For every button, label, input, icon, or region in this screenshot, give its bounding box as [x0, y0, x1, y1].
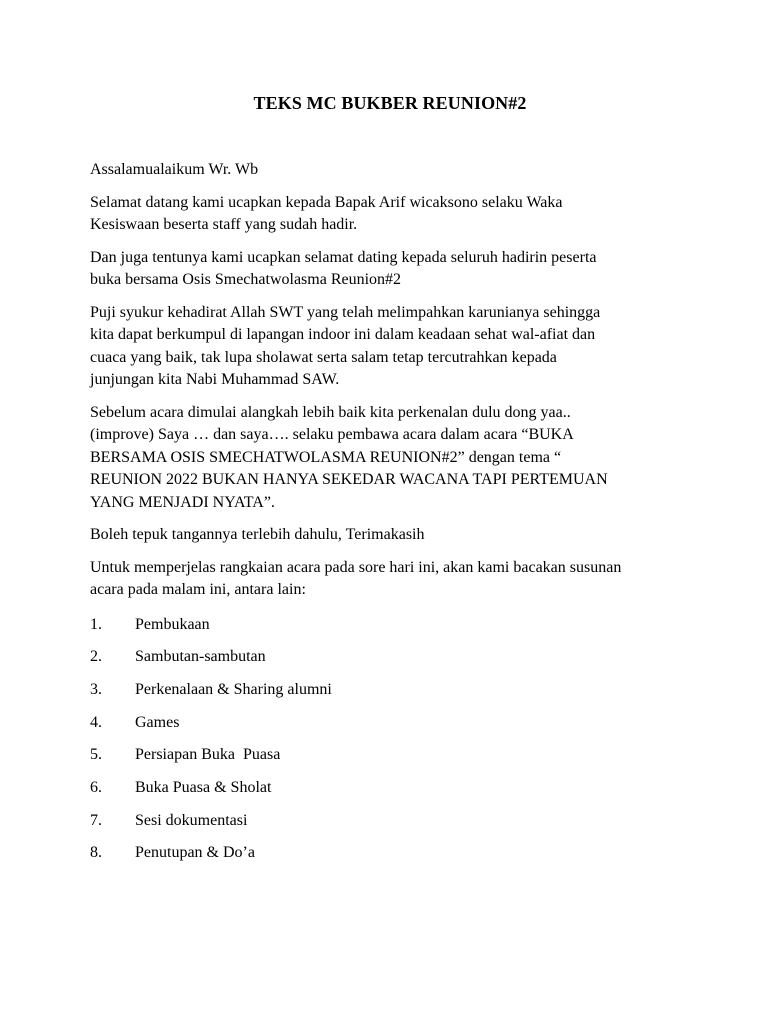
list-item [90, 614, 690, 637]
paragraph-welcome-participants [90, 247, 690, 292]
paragraph-welcome [90, 192, 690, 237]
paragraph-line: Sebelum acara dimulai alangkah lebih baik kita perkenalan dulu dong yaa.. [90, 403, 571, 421]
paragraph-line: BERSAMA OSIS SMECHATWOLASMA REUNION#2” dengan tema “ [90, 448, 562, 466]
paragraph-line: Puji syukur kehadirat Allah SWT yang telah melimpahkan karunianya sehingga [90, 303, 601, 321]
paragraph-applause [90, 524, 690, 547]
list-item-number: 6. [90, 778, 102, 796]
paragraph-line: REUNION 2022 BUKAN HANYA SEKEDAR WACANA TAPI PERTEMUAN [90, 471, 608, 488]
paragraph-greeting [90, 159, 690, 182]
list-item-number: 2. [90, 648, 102, 666]
list-item [90, 679, 690, 702]
paragraph-line: buka bersama Osis Smechatwolasma Reunion#2 [90, 271, 402, 288]
list-item-number: 5. [90, 746, 102, 764]
agenda-list [90, 614, 690, 865]
list-item-number: 1. [90, 615, 102, 633]
list-item-number: 7. [90, 811, 102, 829]
list-item [90, 646, 690, 669]
list-item-text: Sambutan-sambutan [135, 648, 266, 666]
list-item-text: Penutupan & Do’a [135, 844, 255, 862]
paragraph-line: Assalamualaikum Wr. Wb [90, 161, 259, 178]
paragraph-line: YANG MENJADI NYATA”. [90, 493, 275, 511]
document-page [90, 92, 690, 875]
paragraph-line: Boleh tepuk tangannya terlebih dahulu, Terimakasih [90, 526, 425, 543]
paragraph-line: Untuk memperjelas rangkaian acara pada sore hari ini, akan kami bacakan susunan [90, 558, 622, 576]
list-item-number: 3. [90, 680, 102, 698]
list-item [90, 777, 690, 800]
list-item-text: Persiapan Buka Puasa [135, 746, 281, 764]
list-item-text: Pembukaan [135, 615, 210, 633]
list-item-text: Sesi dokumentasi [135, 811, 248, 829]
list-item-text: Games [135, 713, 180, 731]
list-item-number: 8. [90, 844, 102, 862]
paragraph-agenda-intro [90, 557, 690, 602]
list-item-text: Buka Puasa & Sholat [135, 778, 272, 796]
paragraph-line: junjungan kita Nabi Muhammad SAW. [90, 371, 340, 388]
paragraph-introduction [90, 402, 690, 515]
paragraph-line: (improve) Saya … dan saya…. selaku pembawa acara dalam acara “BUKA [90, 426, 574, 443]
paragraph-line: Selamat datang kami ucapkan kepada Bapak Arif wicaksono selaku Waka [90, 193, 563, 211]
list-item [90, 810, 690, 833]
paragraph-line: kita dapat berkumpul di lapangan indoor ini dalam keadaan sehat wal-afiat dan [90, 326, 596, 343]
list-item [90, 744, 690, 767]
list-item-number: 4. [90, 713, 102, 731]
list-item [90, 842, 690, 865]
paragraph-line: acara pada malam ini, antara lain: [90, 581, 306, 598]
list-item-text: Perkenalaan & Sharing alumni [135, 680, 332, 698]
paragraph-line: Dan juga tentunya kami ucapkan selamat dating kepada seluruh hadirin peserta [90, 248, 597, 266]
document-title: TEKS MC BUKBER REUNION#2 [253, 93, 527, 113]
paragraph-line: Kesiswaan beserta staff yang sudah hadir. [90, 216, 358, 233]
list-item [90, 712, 690, 735]
paragraph-gratitude [90, 302, 690, 392]
paragraph-line: cuaca yang baik, tak lupa sholawat serta salam tetap tercutrahkan kepada [90, 348, 557, 366]
